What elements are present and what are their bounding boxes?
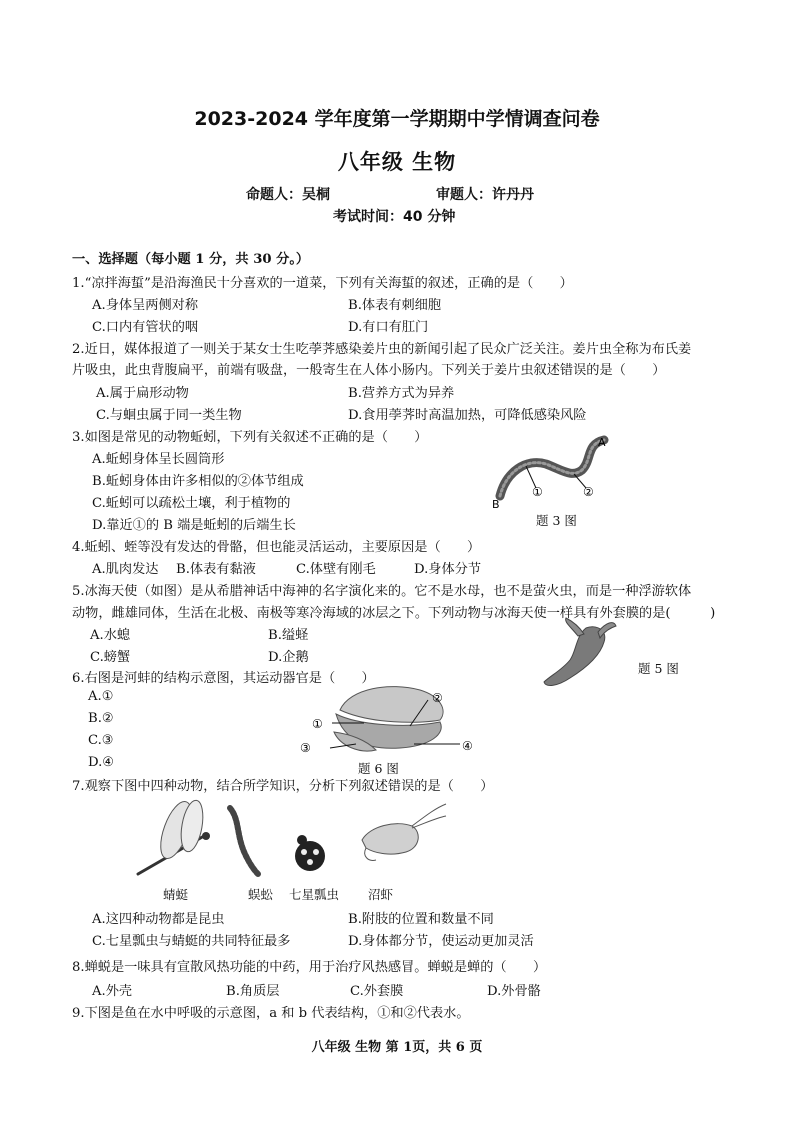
animal-label-shrimp: 沼虾 bbox=[368, 887, 394, 902]
exam-title: 2023-2024 学年度第一学期期中学情调查问卷 bbox=[194, 108, 600, 130]
question-2-option-d: D.食用荸荠时高温加热，可降低感染风险 bbox=[348, 408, 587, 423]
question-5-stem-line1: 5.冰海天使（如图）是从希腊神话中海神的名字演化来的。它不是水母，也不是萤火虫，而是一种浮游软体 bbox=[72, 584, 692, 599]
earthworm-figure bbox=[486, 432, 616, 512]
clam-label-2: ② bbox=[432, 691, 443, 705]
question-5-option-c: C.螃蟹 bbox=[90, 650, 131, 665]
earthworm-label-2: ② bbox=[583, 485, 594, 499]
clam-label-4: ④ bbox=[462, 739, 473, 753]
author-label: 命题人：吴桐 bbox=[246, 187, 330, 203]
question-3-option-a: A.蚯蚓身体呈长圆筒形 bbox=[92, 452, 225, 467]
figure-6-caption: 题 6 图 bbox=[358, 761, 399, 776]
clam-upper-shell bbox=[340, 687, 443, 723]
question-4-option-d: D.身体分节 bbox=[414, 562, 482, 577]
reviewer-label: 审题人：许丹丹 bbox=[436, 187, 534, 203]
question-9-stem: 9.下图是鱼在水中呼吸的示意图，a 和 b 代表结构，①和②代表水。 bbox=[72, 1006, 470, 1021]
earthworm-label-a: A bbox=[598, 436, 606, 449]
question-7-stem: 7.观察下图中四种动物，结合所学知识，分析下列叙述错误的是（ ） bbox=[72, 779, 494, 794]
question-1-option-c: C.口内有管状的咽 bbox=[92, 320, 199, 335]
exam-time-label: 考试时间：40 分钟 bbox=[333, 209, 456, 225]
clam-label-3: ③ bbox=[300, 741, 311, 755]
four-animals-figure bbox=[130, 796, 450, 882]
figure-5-caption: 题 5 图 bbox=[638, 661, 679, 676]
earthworm-label-b: B bbox=[492, 498, 500, 511]
earthworm-label-1: ① bbox=[532, 485, 543, 499]
clam-figure bbox=[300, 680, 480, 760]
section-heading: 一、选择题（每小题 1 分，共 30 分。） bbox=[72, 252, 310, 267]
question-1-stem: 1.“凉拌海蜇”是沿海渔民十分喜欢的一道菜，下列有关海蜇的叙述，正确的是（ ） bbox=[72, 276, 573, 291]
question-3-stem: 3.如图是常见的动物蚯蚓，下列有关叙述不正确的是（ ） bbox=[72, 430, 428, 445]
question-5-option-d: D.企鹅 bbox=[268, 650, 309, 665]
question-3-option-c: C.蚯蚓可以疏松土壤，利于植物的 bbox=[92, 496, 291, 511]
centipede-drawing bbox=[230, 808, 258, 874]
question-4-stem: 4.蚯蚓、蛭等没有发达的骨骼，但也能灵活运动，主要原因是（ ） bbox=[72, 540, 481, 555]
sea-angel-figure bbox=[536, 616, 626, 696]
question-1-option-b: B.体表有刺细胞 bbox=[348, 298, 442, 313]
question-8-option-b: B.角质层 bbox=[226, 984, 280, 999]
animal-label-ladybird: 七星瓢虫 bbox=[289, 887, 340, 902]
question-4-option-c: C.体壁有刚毛 bbox=[296, 562, 376, 577]
question-4-option-a: A.肌肉发达 bbox=[92, 562, 159, 577]
question-3-option-d: D.靠近①的 B 端是蚯蚓的后端生长 bbox=[92, 518, 296, 533]
sea-angel-wing-right bbox=[598, 623, 616, 638]
question-7-option-b: B.附肢的位置和数量不同 bbox=[348, 912, 494, 927]
question-2-option-a: A.属于扁形动物 bbox=[96, 386, 189, 401]
shrimp-drawing bbox=[362, 804, 446, 860]
question-6-stem: 6.右图是河蚌的结构示意图，其运动器官是（ ） bbox=[72, 671, 375, 686]
figure-3-caption: 题 3 图 bbox=[536, 513, 577, 528]
question-6-option-c: C.③ bbox=[88, 733, 114, 748]
sea-angel-body bbox=[544, 627, 605, 686]
question-1-option-a: A.身体呈两侧对称 bbox=[92, 298, 199, 313]
clam-label-1: ① bbox=[312, 717, 323, 731]
question-7-option-d: D.身体都分节，使运动更加灵活 bbox=[348, 934, 534, 949]
question-7-option-c: C.七星瓢虫与蜻蜓的共同特征最多 bbox=[92, 934, 291, 949]
dragonfly-drawing bbox=[138, 798, 210, 874]
question-1-option-d: D.有口有肛门 bbox=[348, 320, 429, 335]
question-6-option-d: D.④ bbox=[88, 755, 115, 770]
question-8-option-d: D.外骨骼 bbox=[487, 984, 541, 999]
question-6-option-a: A.① bbox=[88, 689, 114, 704]
question-5-option-b: B.缢蛏 bbox=[268, 628, 309, 643]
ladybird-drawing bbox=[295, 835, 325, 871]
exam-subtitle: 八年级 生物 bbox=[337, 150, 457, 174]
question-7-option-a: A.这四种动物都是昆虫 bbox=[92, 912, 225, 927]
sea-angel-wing-left bbox=[566, 618, 584, 636]
question-5-option-a: A.水螅 bbox=[90, 628, 131, 643]
question-2-option-c: C.与蛔虫属于同一类生物 bbox=[96, 408, 242, 423]
question-4-option-b: B.体表有黏液 bbox=[176, 562, 256, 577]
question-3-option-b: B.蚯蚓身体由许多相似的②体节组成 bbox=[92, 474, 304, 489]
page-footer: 八年级 生物 第 1页，共 6 页 bbox=[311, 1040, 483, 1055]
question-2-option-b: B.营养方式为异养 bbox=[348, 386, 455, 401]
question-5-stem-line2: 动物，雌雄同体，生活在北极、南极等寒冷海域的冰层之下。下列动物与冰海天使一样具有外套膜的是( ) bbox=[72, 606, 716, 621]
question-6-option-b: B.② bbox=[88, 711, 114, 726]
question-8-stem: 8.蝉蜕是一味具有宣散风热功能的中药，用于治疗风热感冒。蝉蜕是蝉的（ ） bbox=[72, 960, 547, 975]
question-2-stem-line2: 片吸虫，此虫背腹扁平，前端有吸盘，一般寄生在人体小肠内。下列关于姜片虫叙述错误的是（ ） bbox=[72, 363, 666, 378]
animal-label-centipede: 蜈蚣 bbox=[248, 887, 274, 902]
question-8-option-a: A.外壳 bbox=[92, 984, 133, 999]
question-2-stem-line1: 2.近日，媒体报道了一则关于某女士生吃荸荠感染姜片虫的新闻引起了民众广泛关注。姜片虫全称为布氏姜 bbox=[72, 342, 692, 357]
animal-label-dragonfly: 蜻蜓 bbox=[163, 887, 189, 902]
question-8-option-c: C.外套膜 bbox=[350, 984, 404, 999]
